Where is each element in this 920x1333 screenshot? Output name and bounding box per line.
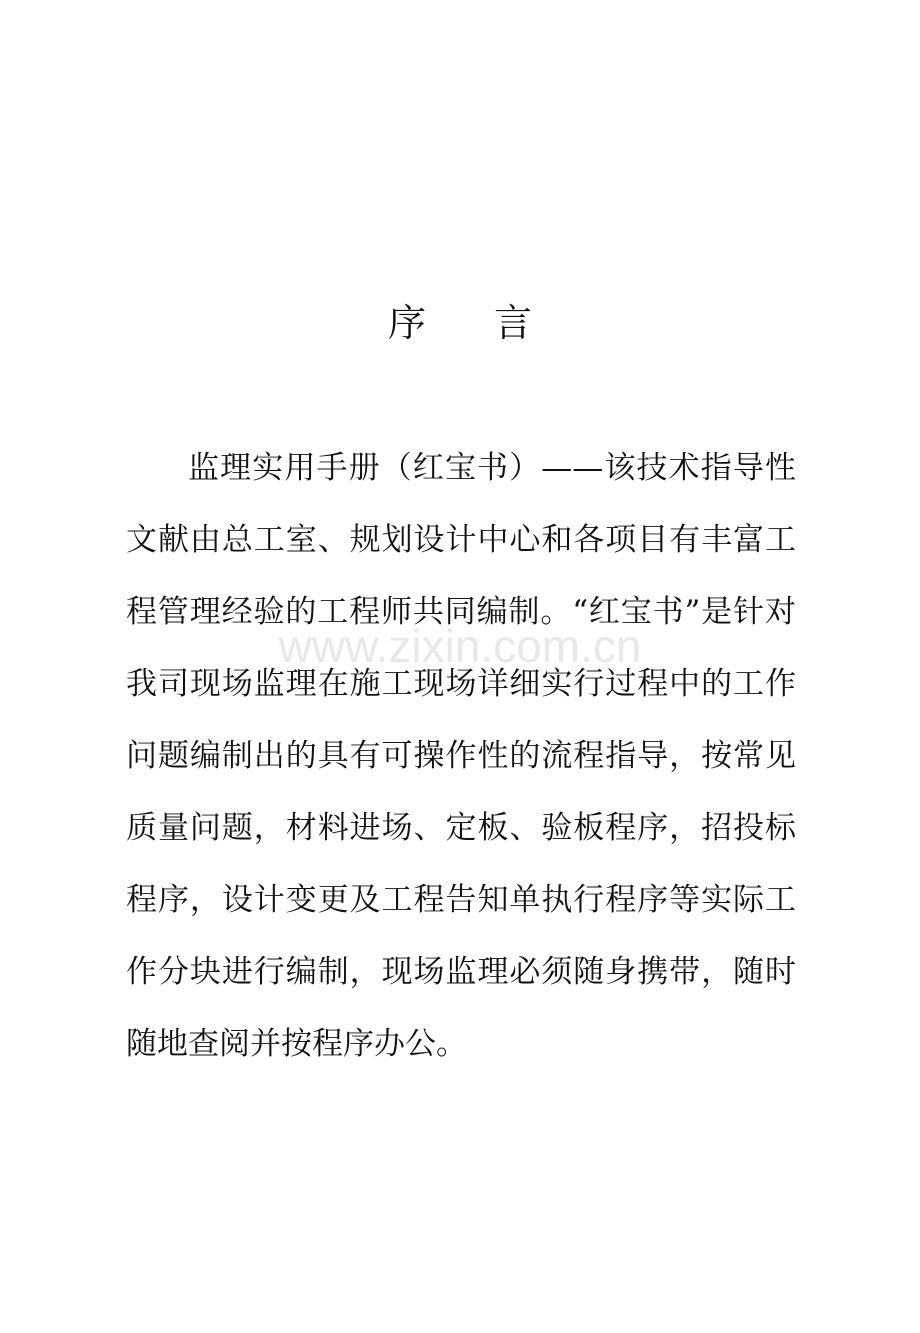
- paragraph-line-6: 质量问题，材料进场、定板、验板程序，招投标: [126, 810, 796, 846]
- paragraph-line-3: 程管理经验的工程师共同编制。“红宝书”是针对: [126, 594, 796, 630]
- paragraph-line-4: 我司现场监理在施工现场详细实行过程中的工作: [126, 666, 796, 702]
- paragraph-line-7: 程序，设计变更及工程告知单执行程序等实际工: [126, 882, 796, 918]
- paragraph-line-9: 随地查阅并按程序办公。: [126, 1026, 467, 1062]
- preface-paragraph: [126, 440, 796, 1088]
- watermark: www.zixin.com.cn: [278, 620, 642, 672]
- title-char-2: 言: [494, 301, 533, 345]
- title-char-1: 序: [388, 301, 427, 345]
- page-title: [0, 296, 920, 350]
- paragraph-line-5: 问题编制出的具有可操作性的流程指导，按常见: [126, 738, 796, 774]
- paragraph-line-2: 文献由总工室、规划设计中心和各项目有丰富工: [126, 522, 796, 558]
- paragraph-line-8: 作分块进行编制，现场监理必须随身携带，随时: [126, 954, 796, 990]
- paragraph-line-1: 监理实用手册（红宝书）——该技术指导性: [188, 450, 796, 486]
